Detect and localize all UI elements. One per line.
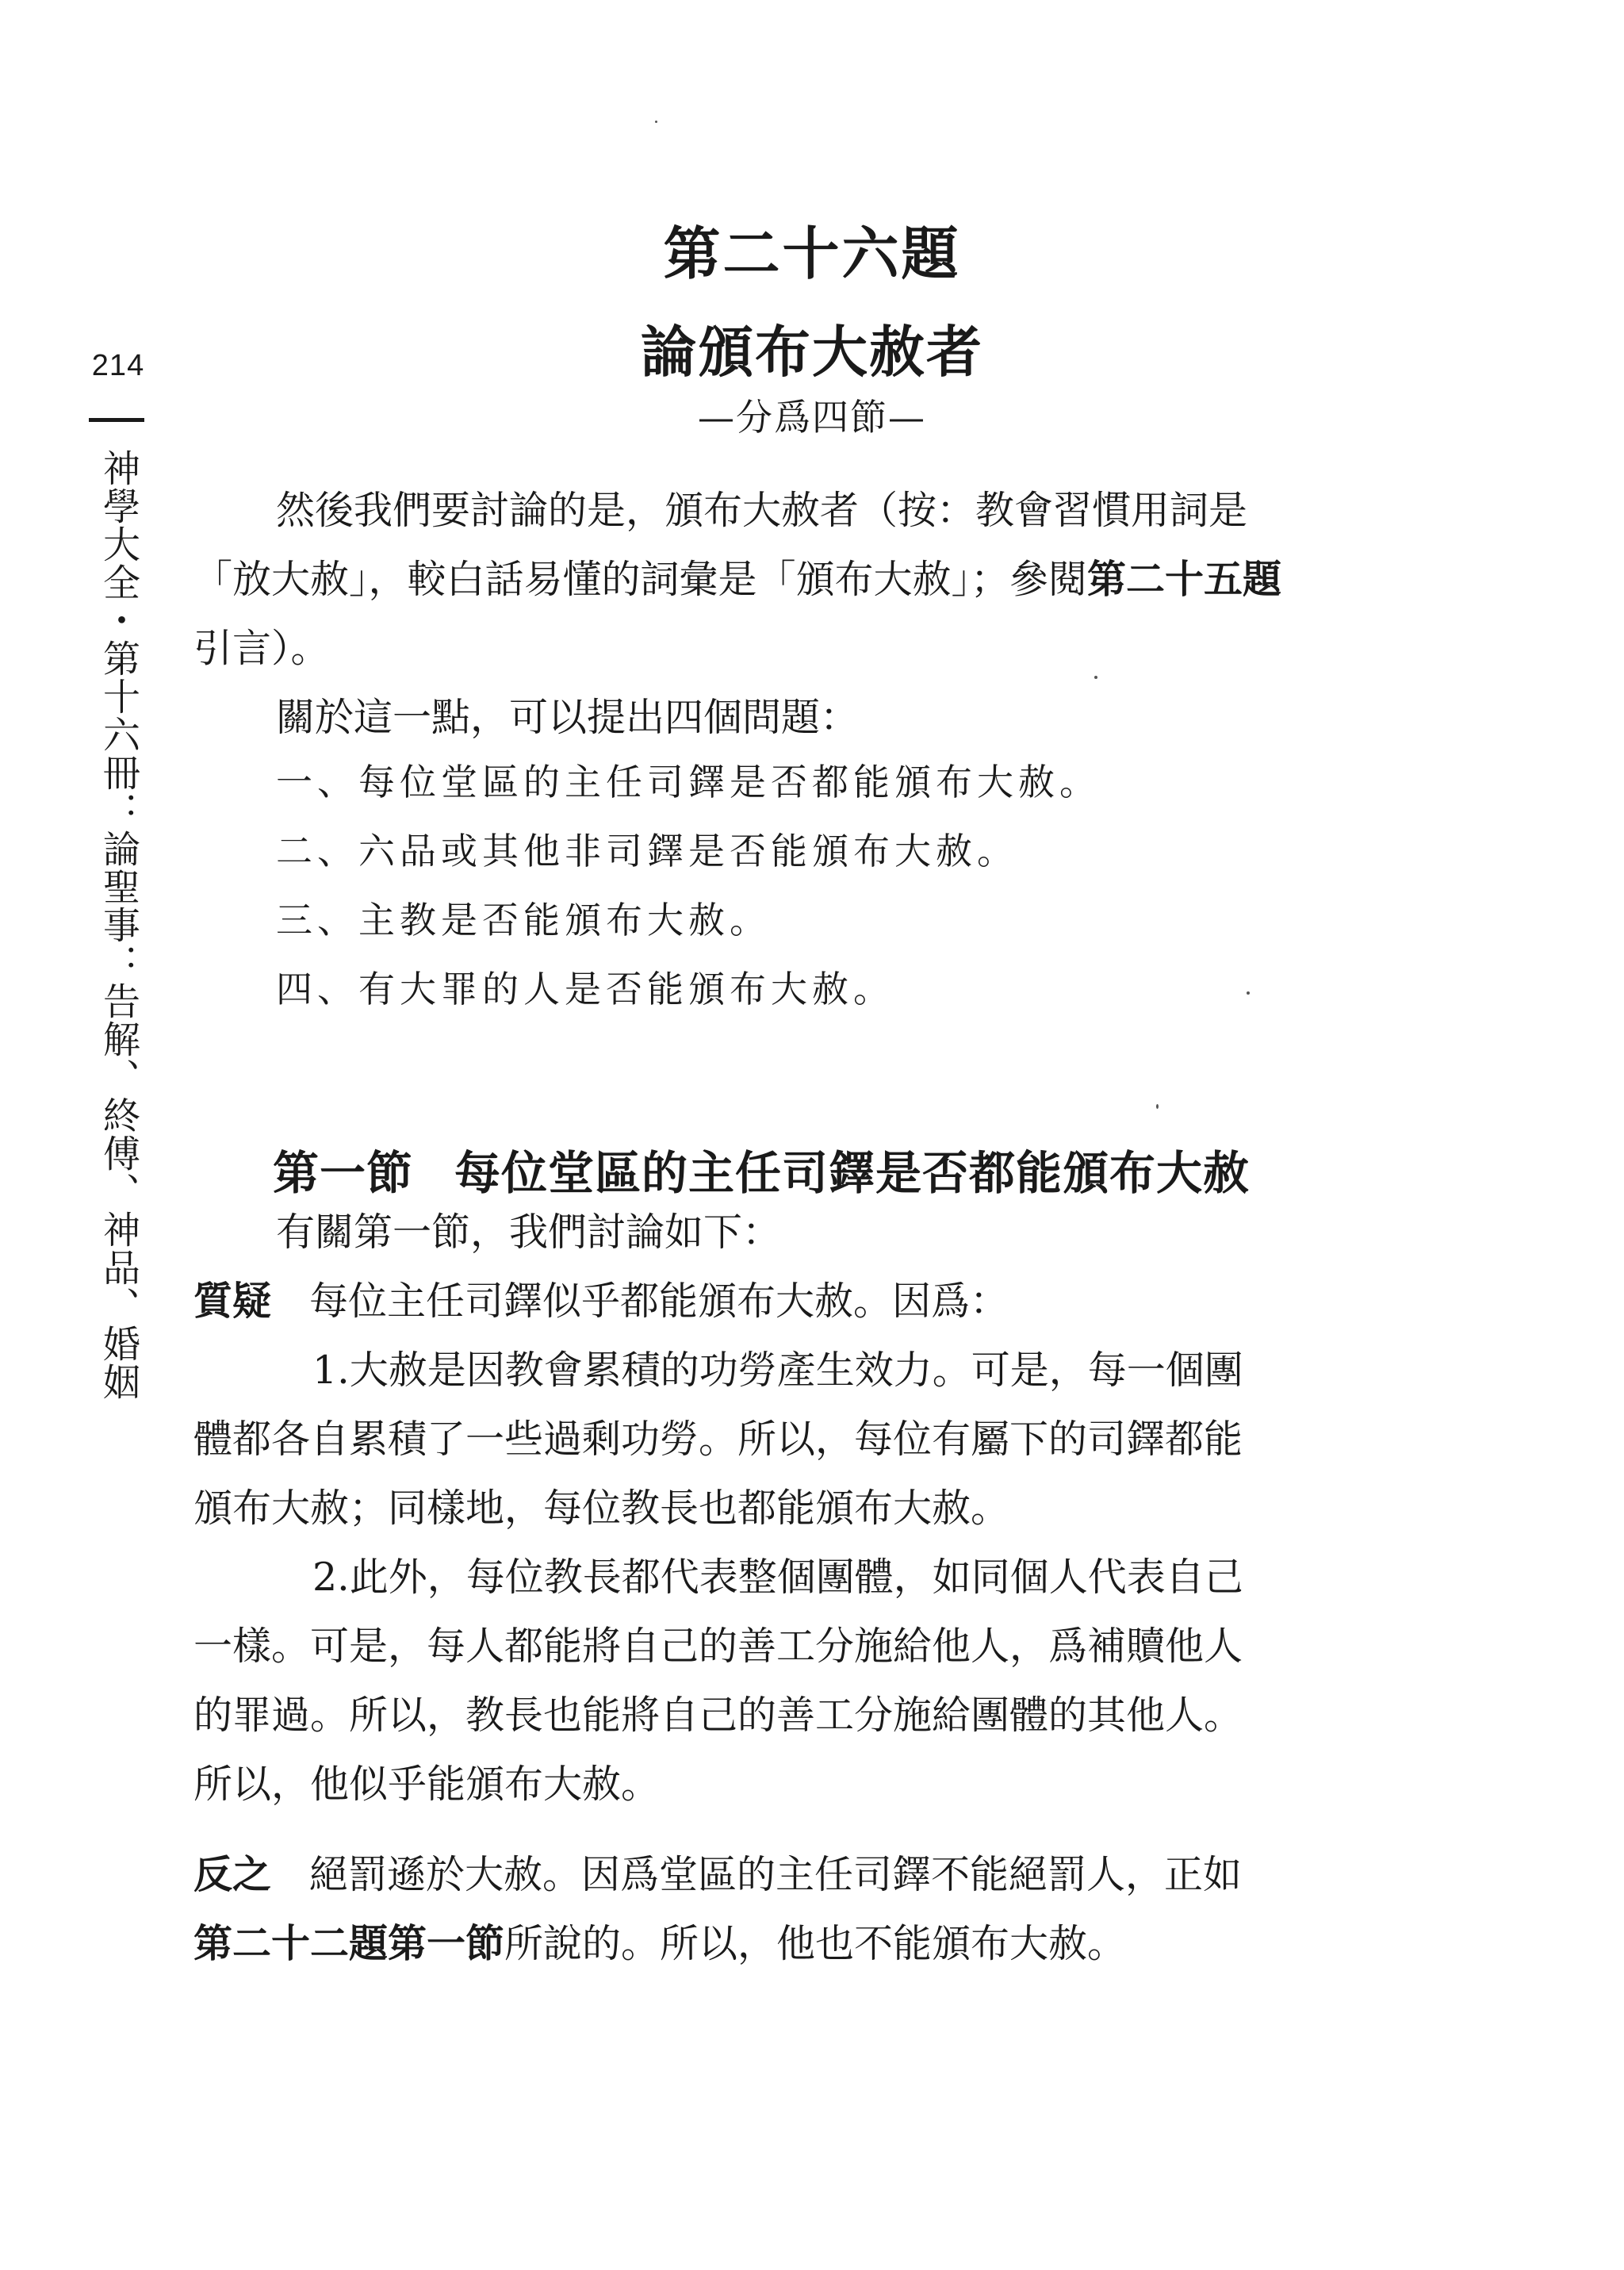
intro-line: 引言）。 <box>193 626 330 671</box>
contra-line <box>193 1840 1327 1909</box>
list-item: 二、六品或其他非司鐸是否能頒布大赦。 <box>276 830 1018 872</box>
objection-label: 質疑 <box>193 1279 272 1324</box>
cross-reference: 第二十二題第一節 <box>193 1921 505 1966</box>
objection-line <box>193 1267 1327 1336</box>
contra-text: 所說的。所以，他也不能頒布大赦。 <box>504 1921 1127 1966</box>
question-list <box>193 748 1327 1024</box>
list-item: 三、主教是否能頒布大赦。 <box>276 899 771 941</box>
paragraph-line: 的罪過。所以，教長也能將自己的善工分施給團體的其他人。 <box>193 1693 1243 1738</box>
list-item: 一、每位堂區的主任司鐸是否都能頒布大赦。 <box>276 761 1101 803</box>
paragraph-line: 2.此外，每位教長都代表整個團體，如同個人代表自己 <box>312 1555 1243 1600</box>
paragraph-line: 頒布大赦；同樣地，每位教長也都能頒布大赦。 <box>193 1486 1010 1531</box>
running-head: 神學大全・第十六冊：論聖事：告解、終傅、神品、婚姻 <box>97 449 140 1401</box>
paragraph-line: 體都各自累積了一些過剩功勞。所以，每位有屬下的司鐸都能 <box>193 1417 1243 1462</box>
contra-paragraph <box>193 1840 1327 1978</box>
section-heading <box>273 1136 1250 1202</box>
cross-reference: 第二十五題 <box>1087 557 1282 602</box>
scan-speck <box>1247 991 1250 995</box>
contra-line <box>193 1909 1327 1978</box>
question-subject: 論頒布大赦者 <box>641 319 983 385</box>
section-title: 每位堂區的主任司鐸是否都能頒布大赦 <box>454 1146 1251 1200</box>
contra-text: 絕罰遜於大赦。因爲堂區的主任司鐸不能絕罰人，正如 <box>309 1852 1243 1897</box>
contra-label: 反之 <box>193 1852 272 1897</box>
scan-speck <box>1156 1104 1159 1109</box>
paragraph-line: 一樣。可是，每人都能將自己的善工分施給他人，爲補贖他人 <box>193 1624 1243 1669</box>
scan-speck <box>655 121 657 123</box>
section-body <box>193 1198 1327 1819</box>
intro-line-text: 「放大赦」，較白話易懂的詞彙是「頒布大赦」；參閱 <box>193 557 1088 602</box>
intro-line: 關於這一點，可以提出四個問題： <box>276 695 860 740</box>
section-intro: 有關第一節，我們討論如下： <box>276 1210 782 1255</box>
section-label: 第一節 <box>273 1146 414 1200</box>
intro-paragraph <box>193 476 1327 752</box>
intro-line <box>193 545 1327 614</box>
paragraph-line: 1.大赦是因教會累積的功勞產生效力。可是，每一個團 <box>312 1348 1243 1393</box>
intro-line: 然後我們要討論的是，頒布大赦者（按：教會習慣用詞是 <box>276 488 1248 533</box>
paragraph-line: 所以，他似乎能頒布大赦。 <box>193 1762 661 1807</box>
objection-lead: 每位主任司鐸似乎都能頒布大赦。因爲： <box>309 1279 1009 1324</box>
question-subtitle: —分爲四節— <box>698 396 926 439</box>
page-number: 214 <box>91 349 145 382</box>
list-item: 四、有大罪的人是否能頒布大赦。 <box>276 968 894 1010</box>
question-title: 第二十六題 <box>663 220 961 287</box>
scan-speck <box>1094 676 1097 679</box>
